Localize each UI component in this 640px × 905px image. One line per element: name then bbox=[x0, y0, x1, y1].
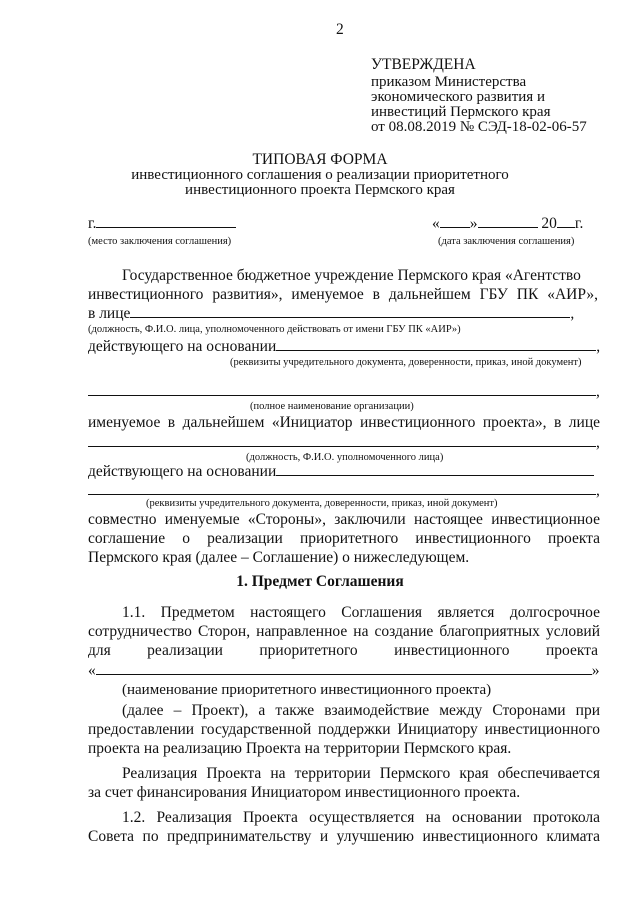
initiator-basis-caption: (реквизиты учредительного документа, доверенности, приказ, иной документ) bbox=[146, 498, 498, 509]
initiator-basis-blank bbox=[276, 461, 594, 476]
basis-label: действующего на основании bbox=[88, 463, 277, 480]
initiator-rep-caption: (должность, Ф.И.О. уполномоченного лица) bbox=[246, 452, 444, 463]
city-prefix: г. bbox=[88, 215, 97, 232]
approval-line: от 08.08.2019 № СЭД-18-02-06-57 bbox=[371, 119, 587, 135]
body-line: совместно именуемые «Стороны», заключили настоящее инвестиционное bbox=[88, 511, 600, 528]
organization-field bbox=[88, 381, 600, 401]
body-line: предоставлении государственной поддержки Инициатору инвестиционного bbox=[88, 721, 600, 738]
project-name-field bbox=[88, 660, 600, 680]
project-name-blank bbox=[96, 660, 592, 675]
body-line: для реализации приоритетного инвестиционного проекта bbox=[88, 642, 598, 659]
body-line: Совета по предпринимательству и улучшению инвестиционного климата bbox=[88, 828, 600, 845]
month-blank bbox=[478, 213, 538, 228]
in-person-label: в лице bbox=[88, 305, 131, 322]
body-line: (далее – Проект), а также взаимодействие между Сторонами при bbox=[122, 702, 600, 719]
year-prefix: 20 bbox=[541, 215, 557, 232]
representative-caption: (должность, Ф.И.О. лица, уполномоченного действовать от имени ГБУ ПК «АИР») bbox=[88, 324, 461, 335]
quote-close: » bbox=[591, 662, 600, 679]
approval-line: экономического развития и bbox=[371, 89, 545, 105]
approval-line: инвестиций Пермского края bbox=[371, 104, 551, 120]
body-line: именуемое в дальнейшем «Инициатор инвестиционного проекта», в лице bbox=[88, 414, 600, 431]
year-suffix: г. bbox=[574, 215, 584, 232]
body-line: 1.2. Реализация Проекта осуществляется на основании протокола bbox=[122, 809, 600, 826]
initiator-rep-blank bbox=[88, 432, 596, 447]
representative-field bbox=[88, 303, 574, 323]
initiator-basis-blank-2 bbox=[88, 480, 596, 495]
body-line: 1.1. Предметом настоящего Соглашения является долгосрочное bbox=[122, 604, 600, 621]
approval-line: приказом Министерства bbox=[371, 74, 527, 90]
initiator-basis-field bbox=[88, 461, 594, 481]
basis-label: действующего на основании bbox=[88, 338, 277, 355]
document-subtitle: инвестиционного проекта Пермского края bbox=[185, 182, 455, 198]
body-line: соглашение о реализации приоритетного инвестиционного проекта bbox=[88, 530, 600, 547]
project-name-caption: (наименование приоритетного инвестиционного проекта) bbox=[122, 682, 492, 698]
basis-blank bbox=[276, 336, 596, 351]
comma: , bbox=[596, 482, 600, 499]
body-line: Реализация Проекта на территории Пермского края обеспечивается bbox=[122, 765, 600, 782]
date-field bbox=[432, 213, 583, 233]
body-line: Пермского края (далее – Соглашение) о нижеследующем. bbox=[88, 549, 470, 566]
place-caption: (место заключения соглашения) bbox=[88, 236, 232, 247]
body-line: инвестиционного развития», именуемое в дальнейшем ГБУ ПК «АИР», bbox=[88, 286, 598, 303]
body-line: сотрудничество Сторон, направленное на создание благоприятных условий bbox=[88, 623, 600, 640]
body-line: Государственное бюджетное учреждение Пермского края «Агентство bbox=[122, 267, 581, 284]
representative-blank bbox=[130, 303, 570, 318]
basis-caption: (реквизиты учредительного документа, доверенности, приказ, иной документ) bbox=[230, 357, 582, 368]
approval-heading: УТВЕРЖДЕНА bbox=[371, 56, 476, 73]
section-heading: 1. Предмет Соглашения bbox=[236, 573, 404, 590]
document-title: ТИПОВАЯ ФОРМА bbox=[252, 151, 388, 168]
place-field bbox=[88, 213, 236, 233]
comma: , bbox=[596, 434, 600, 451]
page-number: 2 bbox=[336, 21, 344, 38]
comma: , bbox=[570, 305, 575, 322]
document-subtitle: инвестиционного соглашения о реализации приоритетного bbox=[131, 167, 509, 183]
initiator-rep-field bbox=[88, 432, 600, 452]
basis-field bbox=[88, 336, 600, 356]
body-line: за счет финансирования Инициатором инвестиционного проекта. bbox=[88, 784, 521, 801]
date-open-quote: « bbox=[432, 215, 440, 232]
body-line: проекта на реализацию Проекта на территории Пермского края. bbox=[88, 740, 512, 757]
date-close-quote: » bbox=[469, 215, 478, 232]
date-caption: (дата заключения соглашения) bbox=[438, 236, 575, 247]
organization-blank bbox=[88, 381, 596, 396]
comma: , bbox=[596, 383, 600, 400]
quote-open: « bbox=[88, 662, 96, 679]
comma: , bbox=[596, 338, 601, 355]
place-blank bbox=[96, 213, 236, 228]
year-blank bbox=[557, 213, 575, 228]
organization-caption: (полное наименование организации) bbox=[250, 401, 414, 412]
day-blank bbox=[440, 213, 470, 228]
